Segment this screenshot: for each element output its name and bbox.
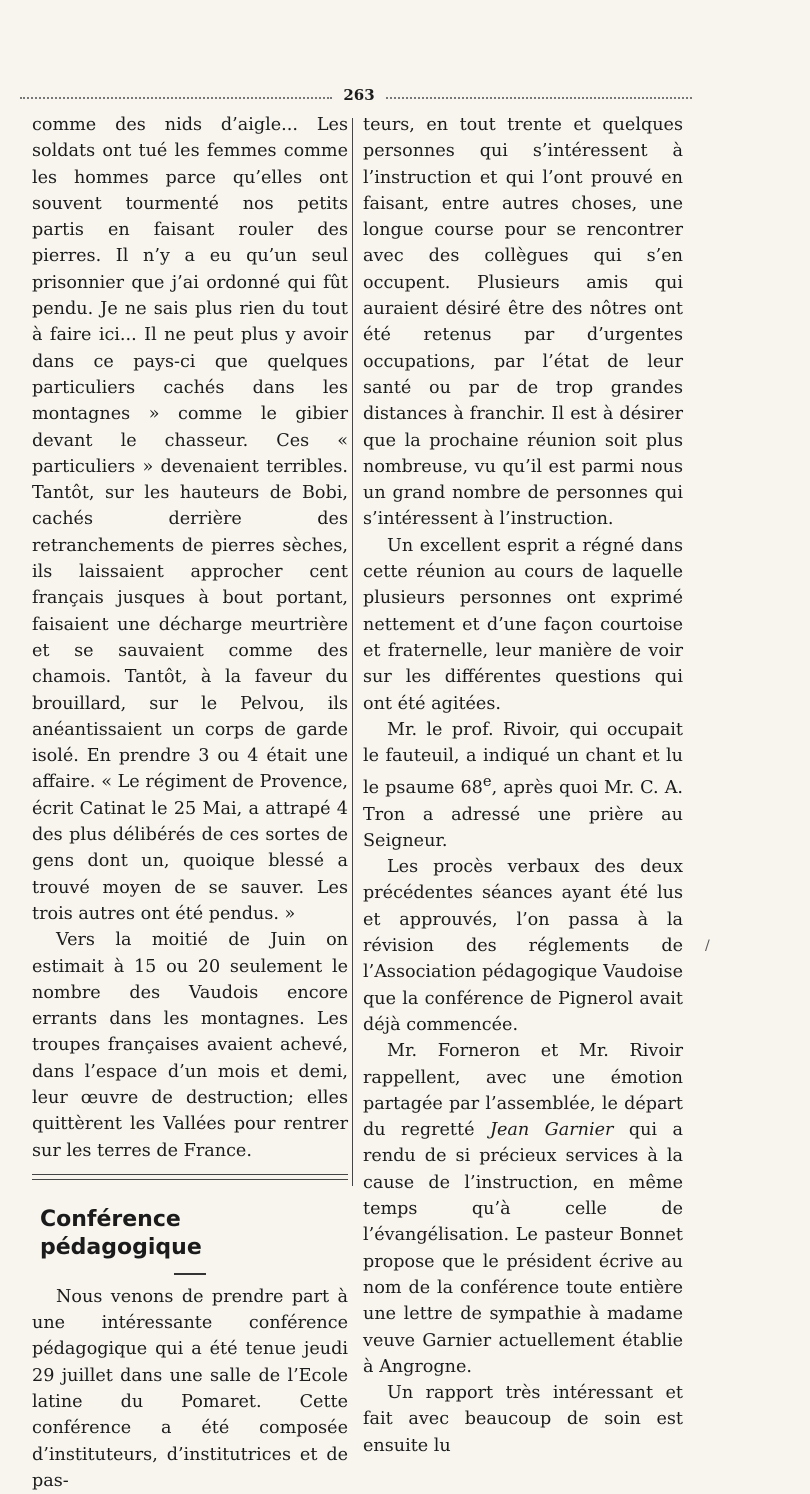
person-name: Jean Garnier xyxy=(489,1120,614,1141)
margin-mark: / xyxy=(705,938,710,954)
column-divider xyxy=(352,118,353,1186)
paragraph: Un rapport très intéressant et fait avec beaucoup de soin est ensuite lu xyxy=(363,1383,683,1456)
section-title: Conférence pédagogique xyxy=(40,1206,202,1260)
text-run: Mr. Forneron et Mr. Rivoir rappellent, avec une émotion partagée par l’assemblée, le départ du regretté xyxy=(363,1041,683,1141)
header-rule-right xyxy=(386,97,692,99)
paragraph xyxy=(363,717,683,854)
text-run: , après quoi Mr. C. A. Tron a adressé une prière au Seigneur. xyxy=(363,778,684,851)
paragraph: Vers la moitié de Juin on estimait à 15 ou 20 seulement le nombre des Vaudois encore errants dans les montagnes. Les troupes françaises avaient achevé, dans l’espace d’un mois et demi, leur œuvre de destruction; elles quittèrent les Vallées pour rentrer sur les terres de France. xyxy=(32,930,348,1161)
left-column xyxy=(32,112,348,1494)
paragraph: teurs, en tout trente et quelques personnes qui s’intéressent à l’instruction et qui l’ont prouvé en faisant, entre autres choses, une longue course pour se rencontrer avec des collègues qui s’en occupent. Plusieurs amis qui auraient désiré être des nôtres ont été retenus par d’urgentes occupations, par l’état de leur santé ou par de trop grandes distances à franchir. Il est à désirer que la prochaine réunion soit plus nombreuse, vu qu’il est parmi nous un grand nombre de personnes qui s’intéressent à l’instruction. xyxy=(363,115,683,530)
paragraph: Les procès verbaux des deux précédentes séances ayant été lus et approuvés, l’on passa à la révision des réglements de l’Association pédagogique Vaudoise que la conférence de Pignerol avait déjà commencée. xyxy=(363,857,683,1035)
paragraph: Nous venons de prendre part à une intéressante conférence pédagogique qui a été tenue jeudi 29 juillet dans une salle de l’Ecole latine du Pomaret. Cette conférence a été composée d’instituteurs, d’institutrices et de pas- xyxy=(32,1286,348,1491)
paragraph: comme des nids d’aigle... Les soldats ont tué les femmes comme les hommes parce qu’elles ont souvent tourmenté nos petits partis en faisant rouler des pierres. Il n’y a eu qu’un seul prisonnier que j’ai ordonné qui fût pendu. Je ne sais plus rien du tout à faire ici... Il ne peut plus y avoir dans ce pays-ci que quelques particuliers cachés dans les montagnes » comme le gibier devant le chasseur. Ces « particuliers » devenaient terribles. Tantôt, sur les hauteurs de Bobi, cachés derrière des retranchements de pierres sèches, ils laissaient approcher cent français jusques à bout portant, faisaient une décharge meurtrière et se sauvaient comme des chamois. Tantôt, à la faveur du brouillard, sur le Pelvou, ils anéantissaient un corps de garde isolé. En prendre 3 ou 4 était une affaire. « Le régiment de Provence, écrit Catinat le 25 Mai, a attrapé 4 des plus délibérés de ces sortes de gens dont un, quoique blessé a trouvé moyen de se sauver. Les trois autres ont été pendus. » xyxy=(32,115,348,924)
page-number: 263 xyxy=(343,86,375,104)
header-rule-left xyxy=(20,97,332,99)
superscript: e xyxy=(482,773,492,791)
page-header xyxy=(20,86,790,106)
paragraph xyxy=(363,1038,683,1380)
right-column xyxy=(363,112,683,1459)
title-ornament xyxy=(32,1264,348,1278)
text-run: Mr. le prof. Rivoir, qui occupait le fauteuil, a indiqué un chant et lu le psaume 68 xyxy=(363,719,683,799)
section-separator xyxy=(32,1174,348,1180)
paragraph: Un excellent esprit a régné dans cette réunion au cours de laquelle plusieurs personnes ont exprimé nettement et d’une façon courtoise et fraternelle, leur manière de voir sur les différentes questions qui ont été agitées. xyxy=(363,535,683,714)
text-run: qui a rendu de si précieux services à la cause de l’instruction, en même temps qu’à celle de l’évangélisation. Le pasteur Bonnet propose que le président écrive au nom de la conférence toute entière une lettre de sympathie à madame veuve Garnier actuellement établie à Angrogne. xyxy=(363,1120,683,1377)
